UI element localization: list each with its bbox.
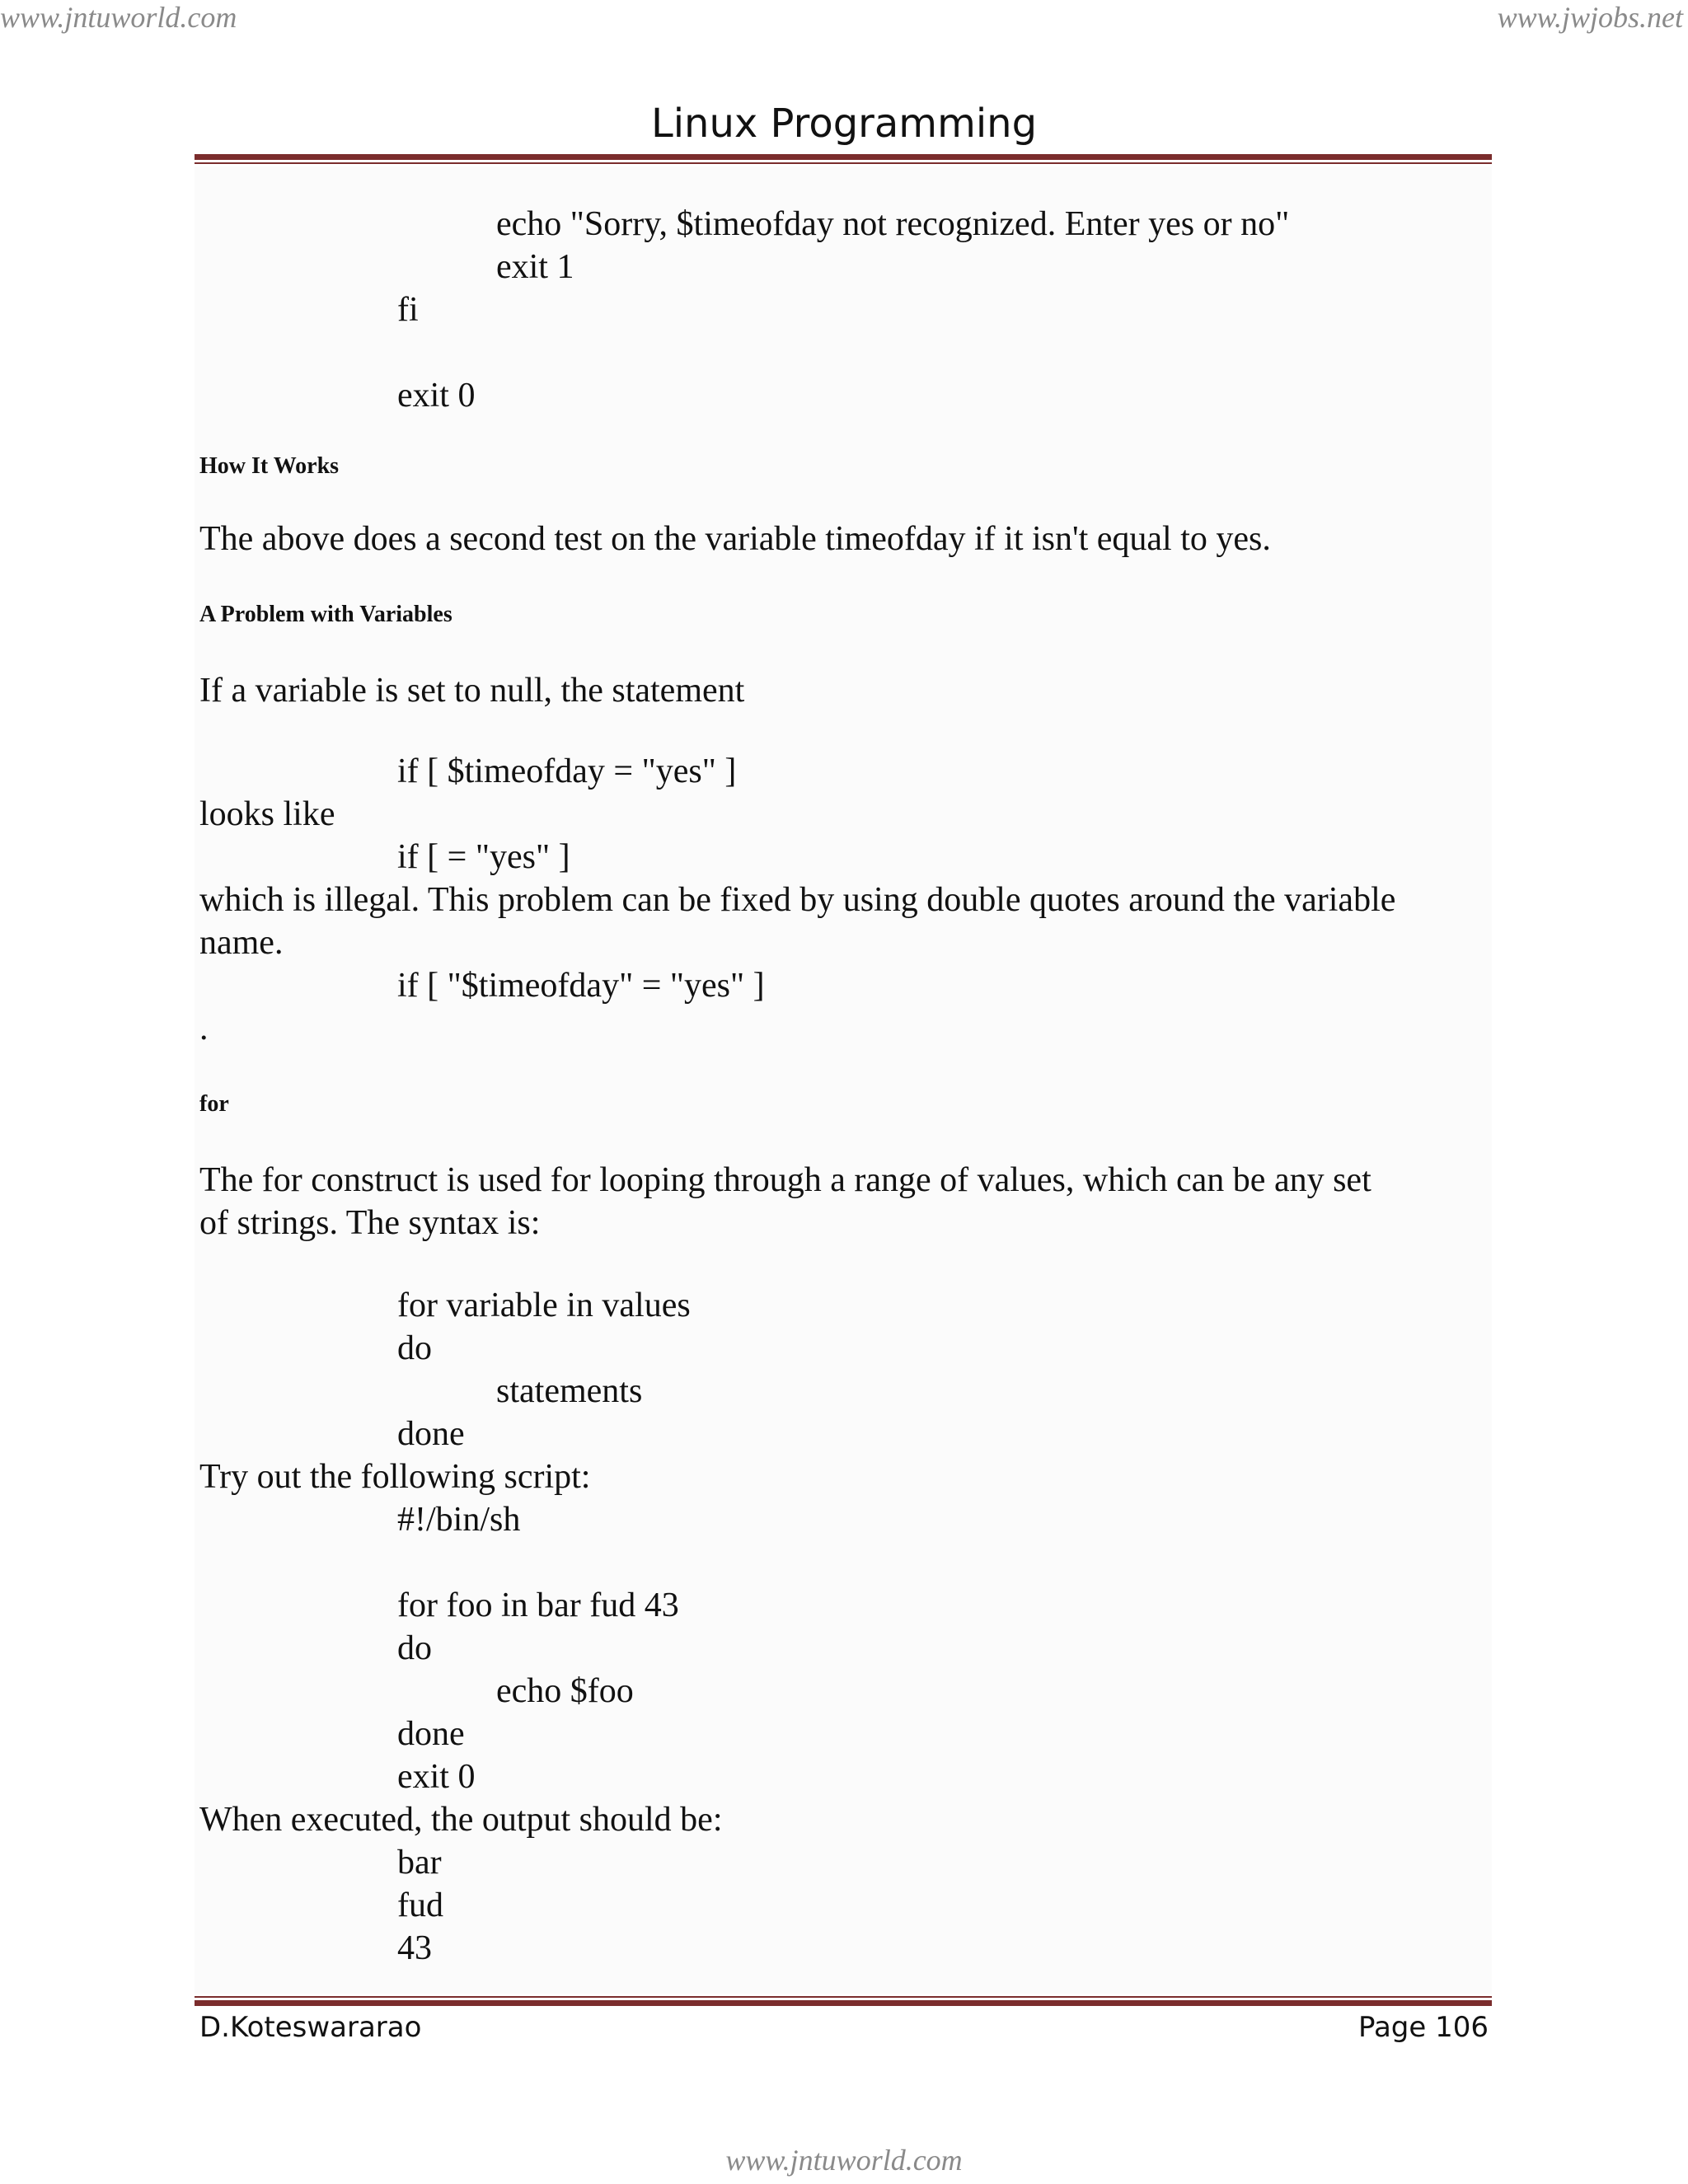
output-line: 43 [397, 1929, 432, 1967]
paragraph: If a variable is set to null, the statement [199, 672, 745, 710]
heading-for: for [199, 1091, 229, 1117]
heading-how-it-works: How It Works [199, 453, 340, 479]
code-line: if [ $timeofday = "yes" ] [397, 752, 737, 790]
paragraph: The for construct is used for looping through a range of values, which can be any set [199, 1161, 1372, 1199]
code-line: done [397, 1715, 465, 1753]
code-line: done [397, 1415, 465, 1453]
footer-page-number: Page 106 [1357, 2011, 1489, 2044]
footer-rule [195, 1996, 1492, 2006]
paragraph: When executed, the output should be: [199, 1801, 723, 1839]
watermark-bottom: www.jntuworld.com [725, 2144, 963, 2177]
paragraph: Try out the following script: [199, 1458, 591, 1496]
paragraph: looks like [199, 795, 335, 833]
content-area [195, 166, 1492, 1994]
code-line: echo $foo [496, 1672, 634, 1710]
heading-problem-variables: A Problem with Variables [199, 602, 452, 627]
code-line: echo "Sorry, $timeofday not recognized. Enter yes or no" [496, 205, 1290, 243]
watermark-top-left: www.jntuworld.com [0, 1, 237, 34]
paragraph: which is illegal. This problem can be fixed by using double quotes around the variable [199, 881, 1396, 919]
output-line: bar [397, 1844, 442, 1882]
paragraph: of strings. The syntax is: [199, 1204, 541, 1242]
paragraph: . [199, 1010, 209, 1047]
paragraph: The above does a second test on the variable timeofday if it isn't equal to yes. [199, 520, 1271, 558]
code-line: if [ "$timeofday" = "yes" ] [397, 967, 765, 1005]
code-line: if [ = "yes" ] [397, 838, 570, 876]
code-line: for foo in bar fud 43 [397, 1586, 679, 1624]
code-line: fi [397, 291, 419, 329]
page-header-title: Linux Programming [650, 101, 1038, 147]
code-line: exit 0 [397, 377, 476, 415]
watermark-top-right: www.jwjobs.net [1497, 1, 1683, 34]
code-line: do [397, 1629, 432, 1667]
code-line: for variable in values [397, 1286, 691, 1324]
code-line: statements [496, 1372, 643, 1410]
code-line: exit 1 [496, 248, 574, 286]
header-rule [195, 154, 1492, 164]
output-line: fud [397, 1886, 443, 1924]
paragraph: name. [199, 924, 284, 962]
code-line: #!/bin/sh [397, 1501, 521, 1539]
code-line: do [397, 1329, 432, 1367]
footer-author: D.Koteswararao [199, 2011, 422, 2044]
code-line: exit 0 [397, 1758, 476, 1796]
